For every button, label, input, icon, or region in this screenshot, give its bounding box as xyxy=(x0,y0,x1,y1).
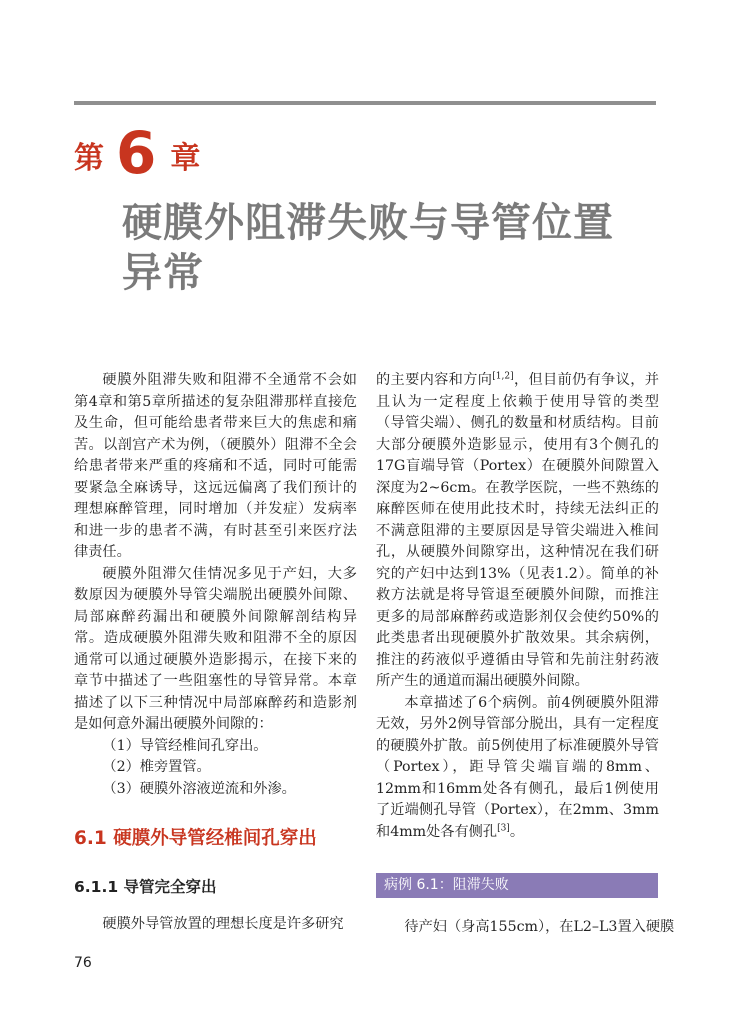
subsection-heading: 6.1.1 导管完全穿出 xyxy=(74,878,217,896)
list-item: （3）硬膜外溶液逆流和外渗。 xyxy=(102,780,296,797)
paragraph-text: 的主要内容和方向 xyxy=(376,372,493,388)
case-banner: 病例 6.1：阻滞失败 xyxy=(376,873,658,898)
page-number: 76 xyxy=(74,955,92,971)
paragraph: 硬膜外导管放置的理想长度是许多研究 xyxy=(102,916,344,932)
top-rule xyxy=(74,101,656,105)
chapter-suffix: 章 xyxy=(170,141,201,176)
chapter-prefix: 第 xyxy=(74,141,104,176)
chapter-label xyxy=(74,119,201,187)
paragraph: 硬膜外阻滞欠佳情况多见于产妇，大多数原因为硬膜外导管尖端脱出硬膜外间隙、局部麻醉药漏出和硬膜外间隙解剖结构异常。造成硬膜外阻滞失败和阻滞不全的原因通常可以通过硬膜外造影揭示，在接下来的章节中描述了一些阻塞性的导管异常。本章描述了以下三种情况中局部麻醉药和造影剂是如何意外漏出硬膜外间隙的： xyxy=(74,565,357,732)
right-column xyxy=(376,370,659,843)
paragraph-text: 。 xyxy=(509,823,525,840)
list-item: （1）导管经椎间孔穿出。 xyxy=(102,737,268,754)
paragraph: 硬膜外阻滞失败和阻滞不全通常不会如第4章和第5章所描述的复杂阻滞那样直接危及生命，但可能给患者带来巨大的焦虑和痛苦。以剖宫产术为例，（硬膜外）阻滞不全会给患者带来严重的疼痛和不适，同时可能需要紧急全麻诱导，这远远偏离了我们预计的理想麻醉管理，同时增加（并发症）发病率和进一步的患者不满，有时甚至引来医疗法律责任。 xyxy=(74,372,357,560)
citation: [3] xyxy=(497,822,510,833)
paragraph xyxy=(376,693,659,844)
chapter-title: 硬膜外阻滞失败与导管位置异常 xyxy=(122,200,614,296)
paragraph-text: 本章描述了6个病例。前4例硬膜外阻滞无效，另外2例导管部分脱出，具有一定程度的硬膜外扩散。前5例使用了标准硬膜外导管（Portex），距导管尖端盲端的8mm、12mm和16mm处各有侧孔，最后1例使用了近端侧孔导管（Portex），在2mm、3mm和4mm处各有侧孔 xyxy=(376,694,659,840)
paragraph-text: ，但目前仍有争议，并且认为一定程度上依赖于使用导管的类型（导管尖端）、侧孔的数量和材质结构。目前大部分硬膜外造影显示，使用有3个侧孔的17G盲端导管（Portex）在硬膜外间隙置入深度为2~6cm。在教学医院，一些不熟练的麻醉医师在使用此技术时，持续无法纠正的不满意阻滞的主要原因是导管尖端进入椎间孔，从硬膜外间隙穿出，这种情况在我们研究的产妇中达到13%（见表1.2）。简单的补救方法就是将导管退至硬膜外间隙，而推注更多的局部麻醉药或造影剂仅会使约50%的此类患者出现硬膜外扩散效果。其余病例，推注的药液似乎遵循由导管和先前注射药液所产生的通道而漏出硬膜外间隙。 xyxy=(376,372,659,689)
left-column xyxy=(74,370,357,936)
citation: [1,2] xyxy=(492,371,514,382)
section-heading: 6.1 硬膜外导管经椎间孔穿出 xyxy=(74,828,317,849)
case-text: 待产妇（身高155cm），在L2–L3置入硬膜 xyxy=(404,919,675,935)
chapter-number: 6 xyxy=(116,119,157,187)
cause-list xyxy=(74,736,357,801)
list-item: （2）椎旁置管。 xyxy=(102,759,211,775)
paragraph xyxy=(376,370,659,693)
